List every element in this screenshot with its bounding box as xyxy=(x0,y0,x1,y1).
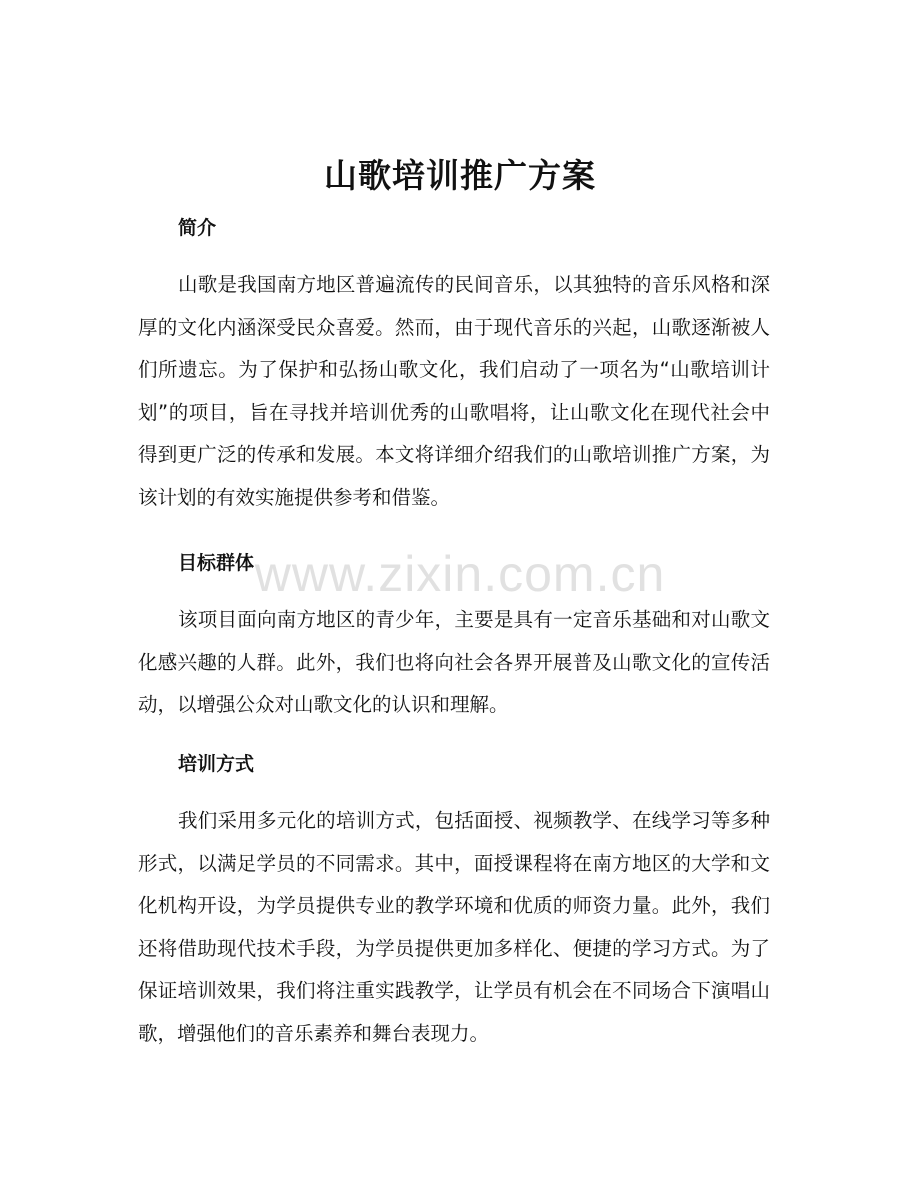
section-body-intro: 山歌是我国南方地区普遍流传的民间音乐，以其独特的音乐风格和深厚的文化内涵深受民众喜爱。然而，由于现代音乐的兴起，山歌逐渐被人们所遗忘。为了保护和弘扬山歌文化，我们启动了一项名为“山歌培训计划”的项目，旨在寻找并培训优秀的山歌唱将，让山歌文化在现代社会中得到更广泛的传承和发展。本文将详细介绍我们的山歌培训推广方案，为该计划的有效实施提供参考和借鉴。 xyxy=(138,273,770,509)
section-body-method: 我们采用多元化的培训方式，包括面授、视频教学、在线学习等多种形式，以满足学员的不同需求。其中，面授课程将在南方地区的大学和文化机构开设，为学员提供专业的教学环境和优质的师资力量。此外，我们还将借助现代技术手段，为学员提供更加多样化、便捷的学习方式。为了保证培训效果，我们将注重实践教学，让学员有机会在不同场合下演唱山歌，增强他们的音乐素养和舞台表现力。 xyxy=(138,809,770,1045)
document-title: 山歌培训推广方案 xyxy=(324,156,596,195)
section-heading-method: 培训方式 xyxy=(178,753,255,775)
section-heading-intro: 简介 xyxy=(178,217,217,239)
section-heading-target: 目标群体 xyxy=(178,552,255,574)
section-body-target: 该项目面向南方地区的青少年，主要是具有一定音乐基础和对山歌文化感兴趣的人群。此外，我们也将向社会各界开展普及山歌文化的宣传活动，以增强公众对山歌文化的认识和理解。 xyxy=(138,608,770,716)
watermark: www.zixin.com.cn xyxy=(254,546,666,602)
